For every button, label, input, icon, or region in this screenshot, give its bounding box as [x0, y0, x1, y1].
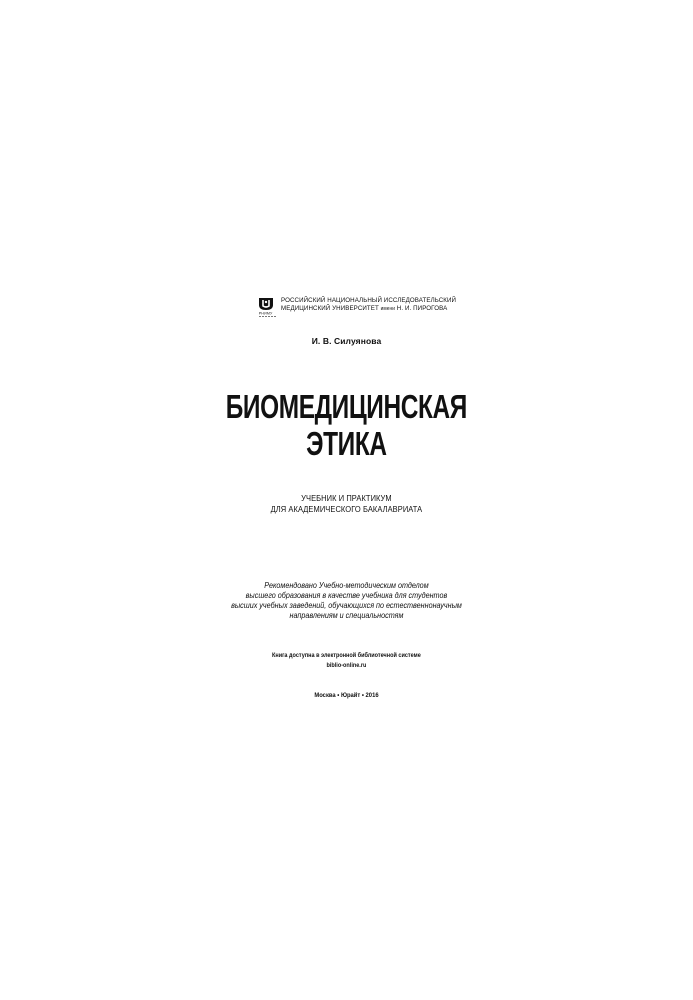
library-line1: Книга доступна в электронной библиотечной системе: [272, 652, 421, 659]
library-notice: [52, 651, 641, 671]
university-name-line1: РОССИЙСКИЙ НАЦИОНАЛЬНЫЙ ИССЛЕДОВАТЕЛЬСКИЙ: [281, 297, 457, 304]
university-name-line2: МЕДИЦИНСКИЙ УНИВЕРСИТЕТ имени Н. И. ПИРОГОВА: [281, 304, 448, 312]
book-subtitle: [42, 493, 652, 515]
library-url: biblio-online.ru: [326, 662, 367, 669]
publisher-imprint: Москва • Юрайт • 2016: [314, 692, 379, 699]
university-header: [255, 297, 465, 319]
recommendation-line1: Рекомендовано Учебно-методическим отделом: [264, 581, 429, 590]
recommendation-stamp: [35, 581, 659, 621]
book-title-line2: ЭТИКА: [306, 425, 387, 462]
logo-underline: [254, 316, 280, 318]
university-name: [281, 297, 456, 313]
rnimu-logo-icon: [255, 297, 277, 319]
recommendation-line3: высших учебных заведений, обучающихся по естественнонаучным: [231, 601, 462, 610]
book-title-line1: БИОМЕДИЦИНСКАЯ: [225, 388, 467, 425]
subtitle-line1: УЧЕБНИК И ПРАКТИКУМ: [301, 493, 392, 503]
recommendation-line2: высшего образования в качестве учебника для студентов: [245, 591, 448, 600]
book-title: [90, 388, 603, 462]
author: И. В. Силуянова: [311, 336, 382, 346]
subtitle-line2: ДЛЯ АКАДЕМИЧЕСКОГО БАКАЛАВРИАТА: [270, 504, 423, 514]
logo-caption: РНИМУ: [258, 311, 273, 316]
recommendation-line4: направлениям и специальностям: [289, 611, 404, 620]
